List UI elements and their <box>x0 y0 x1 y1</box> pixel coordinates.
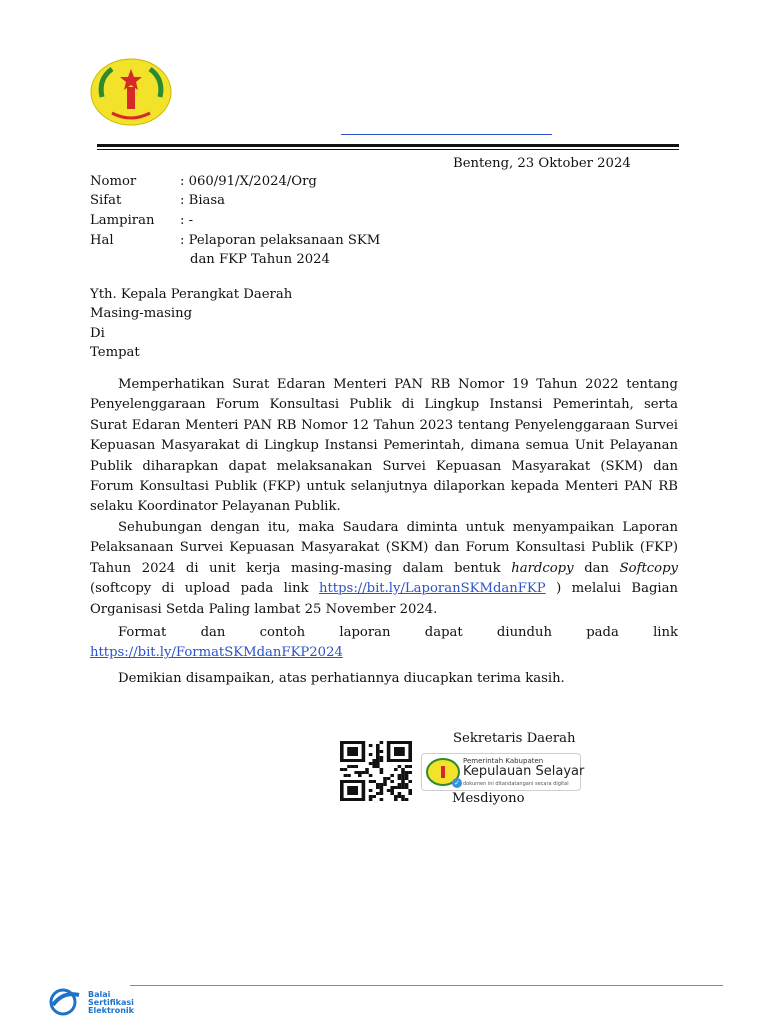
header-link-underline <box>341 134 552 135</box>
paragraph-line <box>90 559 678 579</box>
badge-title: Kepulauan Selayar <box>463 764 585 779</box>
paragraph-line: selaku Koordinator Pelayanan Publik. <box>90 499 341 515</box>
letter-date: Benteng, 23 Oktober 2024 <box>453 156 631 171</box>
meta-value-lampiran: : - <box>180 213 194 228</box>
bsre-logo-text <box>88 991 134 1015</box>
paragraph-1 <box>90 375 678 518</box>
badge-small-text: Pemerintah Kabupaten <box>463 757 544 765</box>
meta-value-nomor: : 060/91/X/2024/Org <box>180 174 317 189</box>
recipient-line: Di <box>90 326 105 341</box>
meta-label-hal: Hal <box>90 233 114 248</box>
paragraph-line: Memperhatikan Surat Edaran Menteri PAN RB Nomor 19 Tahun 2022 tentang <box>118 377 678 392</box>
bsre-text-line: Balai <box>88 990 111 999</box>
qr-code-icon <box>340 741 412 801</box>
meta-label-nomor: Nomor <box>90 174 137 189</box>
paragraph-2 <box>90 518 678 620</box>
subject-continuation: dan FKP Tahun 2024 <box>190 252 330 267</box>
paragraph-line: Pelaksanaan Survei Kepuasan Masyarakat (SKM) dan Forum Konsultasi Publik (FKP) <box>90 540 678 556</box>
bsre-text-line: Sertifikasi <box>88 998 134 1007</box>
recipient-line: Masing-masing <box>90 306 193 321</box>
regency-emblem-icon <box>90 57 172 127</box>
text-run: (softcopy di upload pada link <box>90 581 309 597</box>
meta-value-hal: : Pelaporan pelaksanaan SKM <box>180 233 381 248</box>
paragraph-line: Publik diharapkan dapat melaksanakan Survei Kepuasan Masyarakat (SKM) dan <box>90 458 678 474</box>
meta-value-sifat: : Biasa <box>180 193 226 208</box>
signatory-title: Sekretaris Daerah <box>453 731 576 746</box>
digital-signature-badge <box>421 753 585 791</box>
signatory-name: Mesdiyono <box>452 791 525 806</box>
text-italic: Softcopy <box>619 560 678 576</box>
paragraph-line: Forum Konsultasi Publik (FKP) untuk selanjutnya dilaporkan kepada Menteri PAN RB <box>90 479 678 495</box>
paragraph-line: Penyelenggaraan Forum Konsultasi Publik di Lingkup Instansi Pemerintah, serta <box>90 397 678 413</box>
meta-label-sifat: Sifat <box>90 193 122 208</box>
text-italic: hardcopy <box>511 560 574 576</box>
paragraph-line <box>90 643 678 663</box>
recipient-line: Tempat <box>90 345 140 360</box>
recipient-line: Yth. Kepala Perangkat Daerah <box>90 287 293 302</box>
meta-label-lampiran: Lampiran <box>90 213 155 228</box>
text-run: dan <box>584 560 609 576</box>
badge-note: dokumen ini ditandatangani secara digital <box>463 781 569 787</box>
bsre-logo-icon <box>45 987 85 1017</box>
paragraph-line: Surat Edaran Menteri PAN RB Nomor 12 Tahun 2023 tentang Penyelenggaraan Survei <box>90 417 678 433</box>
bsre-text-line: Elektronik <box>88 1006 134 1015</box>
letterhead-rule-thin <box>97 149 679 150</box>
format-link[interactable]: https://bit.ly/FormatSKMdanFKP2024 <box>90 645 343 661</box>
paragraph-line: Kepuasan Masyarakat di Lingkup Instansi Pemerintah, dimana semua Unit Pelayanan <box>90 438 678 454</box>
verified-check-icon: ✓ <box>452 778 462 788</box>
closing-text: Demikian disampaikan, atas perhatiannya diucapkan terima kasih. <box>118 671 565 686</box>
footer-rule <box>130 985 723 986</box>
paragraph-3 <box>90 623 678 664</box>
paragraph-line: Organisasi Setda Paling lambat 25 November 2024. <box>90 601 438 617</box>
paragraph-line: Format dan contoh laporan dapat diunduh pada link <box>118 625 678 640</box>
letterhead-rule <box>97 144 679 147</box>
paragraph-line: Sehubungan dengan itu, maka Saudara diminta untuk menyampaikan Laporan <box>118 520 678 535</box>
text-run: ) melalui Bagian <box>556 581 678 597</box>
text-run: Tahun 2024 di unit kerja masing-masing dalam bentuk <box>90 560 501 576</box>
laporan-link[interactable]: https://bit.ly/LaporanSKMdanFKP <box>319 581 546 597</box>
paragraph-line <box>90 579 678 599</box>
